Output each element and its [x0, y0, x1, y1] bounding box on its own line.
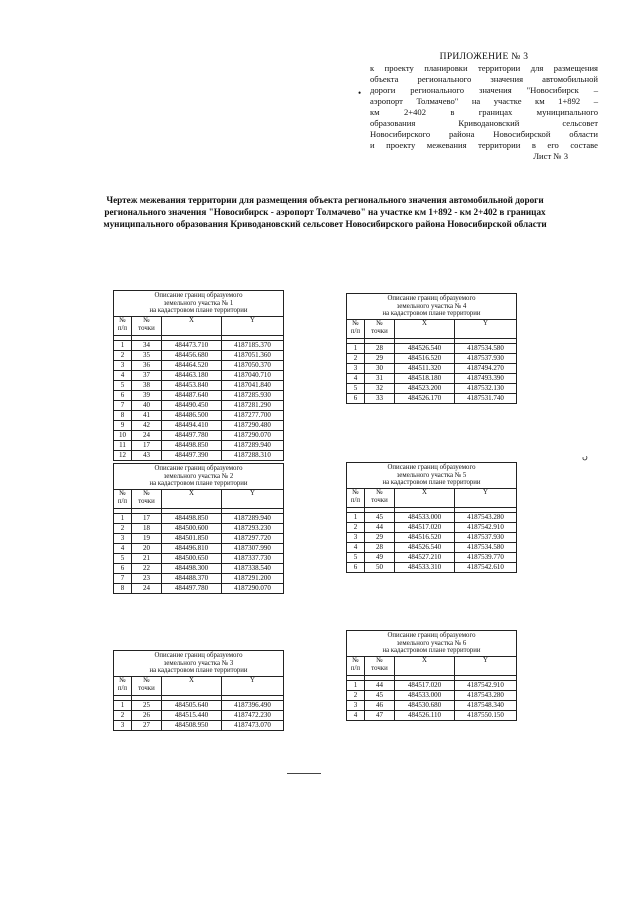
caption-line: земельного участка № 1 [163, 299, 234, 307]
table-row [347, 710, 517, 720]
row-number: 2 [114, 350, 132, 360]
coord-y: 4187289.940 [222, 440, 284, 450]
table-row [347, 383, 517, 393]
coord-y: 4187532.130 [455, 383, 517, 393]
coord-x: 484527.210 [395, 552, 455, 562]
caption-line: земельного участка № 4 [396, 302, 467, 310]
caption-line: земельного участка № 6 [396, 639, 467, 647]
caption-line: на кадастровом плане территории [382, 479, 481, 486]
row-number: 7 [114, 573, 132, 583]
row-number: 11 [114, 440, 132, 450]
appendix-text [370, 63, 598, 151]
point-number: 28 [365, 542, 395, 552]
row-number: 1 [347, 343, 365, 353]
coord-y: 4187537.930 [455, 532, 517, 542]
coord-y: 4187473.070 [222, 720, 284, 730]
coord-x: 484463.180 [162, 370, 222, 380]
table-row [347, 680, 517, 690]
coord-x: 484515.440 [162, 710, 222, 720]
table-row [114, 720, 284, 730]
table-caption [347, 631, 517, 657]
coord-x: 484518.180 [395, 373, 455, 383]
coord-y: 4187543.280 [455, 690, 517, 700]
row-number: 2 [347, 522, 365, 532]
point-number: 28 [365, 343, 395, 353]
table-row [347, 532, 517, 542]
coord-y: 4187051.360 [222, 350, 284, 360]
point-number: 24 [132, 430, 162, 440]
point-number: 22 [132, 563, 162, 573]
coord-x: 484533.310 [395, 562, 455, 572]
row-number: 3 [114, 360, 132, 370]
table-row [114, 523, 284, 533]
column-header-pt: № точки [365, 488, 395, 507]
coord-x: 484500.650 [162, 553, 222, 563]
appendix-line: Новосибирского района Новосибирской области [370, 129, 598, 139]
point-number: 25 [132, 700, 162, 710]
point-number: 21 [132, 553, 162, 563]
table-row [114, 440, 284, 450]
table-row [347, 522, 517, 532]
row-number: 1 [114, 340, 132, 350]
point-number: 49 [365, 552, 395, 562]
column-header-pt: № точки [365, 319, 395, 338]
table-row [114, 700, 284, 710]
appendix-line: объекта регионального значения автомобильной [370, 74, 598, 84]
coord-y: 4187291.200 [222, 573, 284, 583]
table-row [347, 393, 517, 403]
caption-line: на кадастровом плане территории [149, 667, 248, 674]
coord-x: 484500.600 [162, 523, 222, 533]
table-row [114, 390, 284, 400]
row-number: 3 [347, 532, 365, 542]
boundary-table-5 [346, 462, 517, 573]
boundary-table-6 [346, 630, 517, 721]
coord-x: 484517.020 [395, 680, 455, 690]
heading-line: муниципального образования Криводановский сельсовет Новосибирского района Новосибирской области [103, 219, 547, 229]
row-number: 5 [347, 383, 365, 393]
coord-x: 484526.110 [395, 710, 455, 720]
document-heading [55, 194, 595, 230]
row-number: 9 [114, 420, 132, 430]
row-number: 2 [114, 710, 132, 720]
row-number: 8 [114, 583, 132, 593]
row-number: 1 [114, 513, 132, 523]
boundary-table-3 [113, 650, 284, 731]
caption-line: на кадастровом плане территории [382, 647, 481, 654]
coord-x: 484498.300 [162, 563, 222, 573]
point-number: 38 [132, 380, 162, 390]
table-row [114, 573, 284, 583]
coord-y: 4187531.740 [455, 393, 517, 403]
row-number: 3 [114, 533, 132, 543]
coord-x: 484523.200 [395, 383, 455, 393]
sheet-number: Лист № 3 [533, 151, 568, 161]
point-number: 50 [365, 562, 395, 572]
coord-x: 484464.520 [162, 360, 222, 370]
column-header-x: X [162, 676, 222, 695]
column-header-np: № п/п [347, 656, 365, 675]
coord-y: 4187550.150 [455, 710, 517, 720]
row-number: 1 [347, 512, 365, 522]
coord-x: 484473.710 [162, 340, 222, 350]
column-header-np: № п/п [347, 319, 365, 338]
coord-y: 4187534.580 [455, 542, 517, 552]
row-number: 12 [114, 450, 132, 460]
coord-x: 484526.540 [395, 343, 455, 353]
point-number: 19 [132, 533, 162, 543]
point-number: 39 [132, 390, 162, 400]
table-row [347, 373, 517, 383]
point-number: 17 [132, 440, 162, 450]
coord-x: 484497.390 [162, 450, 222, 460]
table-row [114, 380, 284, 390]
point-number: 40 [132, 400, 162, 410]
coord-y: 4187185.370 [222, 340, 284, 350]
row-number: 1 [114, 700, 132, 710]
coord-y: 4187290.070 [222, 430, 284, 440]
point-number: 30 [365, 363, 395, 373]
appendix-title: ПРИЛОЖЕНИЕ № 3 [439, 52, 529, 62]
column-header-x: X [162, 316, 222, 335]
coord-x: 484453.840 [162, 380, 222, 390]
point-number: 20 [132, 543, 162, 553]
coord-y: 4187534.580 [455, 343, 517, 353]
coord-x: 484516.520 [395, 532, 455, 542]
coord-y: 4187289.940 [222, 513, 284, 523]
row-number: 4 [114, 543, 132, 553]
table-row [114, 350, 284, 360]
column-header-x: X [162, 489, 222, 508]
coord-y: 4187288.310 [222, 450, 284, 460]
point-number: 44 [365, 522, 395, 532]
row-number: 7 [114, 400, 132, 410]
row-number: 8 [114, 410, 132, 420]
column-header-pt: № точки [365, 656, 395, 675]
coord-y: 4187542.910 [455, 522, 517, 532]
table-row [347, 363, 517, 373]
table-row [114, 543, 284, 553]
coord-y: 4187040.710 [222, 370, 284, 380]
row-number: 6 [347, 562, 365, 572]
point-number: 29 [365, 353, 395, 363]
bullet-dot: • [358, 88, 362, 98]
coord-x: 484530.680 [395, 700, 455, 710]
caption-line: Описание границ образуемого [387, 295, 476, 302]
column-header-np: № п/п [347, 488, 365, 507]
point-number: 37 [132, 370, 162, 380]
table-caption [114, 464, 284, 490]
point-number: 31 [365, 373, 395, 383]
column-header-pt: № точки [132, 676, 162, 695]
column-header-y: Y [455, 488, 517, 507]
coord-x: 484498.850 [162, 440, 222, 450]
coord-y: 4187494.270 [455, 363, 517, 373]
row-number: 6 [114, 390, 132, 400]
coord-x: 484488.370 [162, 573, 222, 583]
table-caption [347, 463, 517, 489]
row-number: 4 [114, 370, 132, 380]
point-number: 42 [132, 420, 162, 430]
point-number: 41 [132, 410, 162, 420]
caption-line: земельного участка № 3 [163, 659, 234, 667]
point-number: 27 [132, 720, 162, 730]
column-header-x: X [395, 319, 455, 338]
point-number: 47 [365, 710, 395, 720]
point-number: 43 [132, 450, 162, 460]
row-number: 3 [347, 363, 365, 373]
coord-y: 4187041.840 [222, 380, 284, 390]
appendix-line: и проекту межевания территории в его составе [370, 140, 598, 150]
coord-y: 4187472.230 [222, 710, 284, 720]
table-row [114, 533, 284, 543]
caption-line: Описание границ образуемого [154, 652, 243, 659]
row-number: 4 [347, 373, 365, 383]
table-row [347, 562, 517, 572]
point-number: 26 [132, 710, 162, 720]
boundary-table-4 [346, 293, 517, 404]
coord-x: 484487.640 [162, 390, 222, 400]
point-number: 36 [132, 360, 162, 370]
appendix-line: км 2+402 в границах муниципального [370, 107, 598, 117]
caption-line: на кадастровом плане территории [149, 307, 248, 314]
point-number: 45 [365, 512, 395, 522]
column-header-pt: № точки [132, 316, 162, 335]
coord-y: 4187290.480 [222, 420, 284, 430]
coord-y: 4187281.290 [222, 400, 284, 410]
column-header-np: № п/п [114, 489, 132, 508]
coord-y: 4187050.370 [222, 360, 284, 370]
coord-x: 484490.450 [162, 400, 222, 410]
table-row [114, 553, 284, 563]
row-number: 2 [347, 353, 365, 363]
coord-y: 4187293.230 [222, 523, 284, 533]
table-row [114, 420, 284, 430]
table-caption [347, 294, 517, 320]
table-row [114, 710, 284, 720]
table-row [114, 563, 284, 573]
point-number: 24 [132, 583, 162, 593]
coord-x: 484497.780 [162, 430, 222, 440]
column-header-y: Y [222, 316, 284, 335]
column-header-y: Y [455, 656, 517, 675]
table-row [114, 450, 284, 460]
table-row [114, 513, 284, 523]
row-number: 4 [347, 542, 365, 552]
column-header-x: X [395, 488, 455, 507]
boundary-table-1 [113, 290, 284, 461]
table-row [114, 360, 284, 370]
heading-line: регионального значения "Новосибирск - аэропорт Толмачево" на участке км 1+892 - км 2+402 в границах [104, 207, 546, 217]
coord-x: 484496.810 [162, 543, 222, 553]
boundary-table-2 [113, 463, 284, 594]
row-number: 5 [114, 553, 132, 563]
coord-x: 484517.020 [395, 522, 455, 532]
coord-x: 484505.640 [162, 700, 222, 710]
column-header-np: № п/п [114, 676, 132, 695]
coord-x: 484511.320 [395, 363, 455, 373]
point-number: 46 [365, 700, 395, 710]
table-row [347, 690, 517, 700]
coord-x: 484456.680 [162, 350, 222, 360]
heading-line: Чертеж межевания территории для размещения объекта регионального значения автомобильной дороги [106, 195, 544, 205]
coord-x: 484501.850 [162, 533, 222, 543]
table-row [347, 512, 517, 522]
table-row [347, 700, 517, 710]
appendix-line: дороги регионального значения "Новосибирск – [370, 85, 598, 95]
row-number: 2 [347, 690, 365, 700]
point-number: 18 [132, 523, 162, 533]
column-header-y: Y [455, 319, 517, 338]
table-row [114, 410, 284, 420]
coord-y: 4187297.720 [222, 533, 284, 543]
coord-x: 484533.000 [395, 512, 455, 522]
row-number: 5 [347, 552, 365, 562]
coord-x: 484516.520 [395, 353, 455, 363]
column-header-y: Y [222, 489, 284, 508]
row-number: 10 [114, 430, 132, 440]
coord-y: 4187548.340 [455, 700, 517, 710]
coord-y: 4187337.730 [222, 553, 284, 563]
row-number: 5 [114, 380, 132, 390]
coord-x: 484533.000 [395, 690, 455, 700]
coord-x: 484497.780 [162, 583, 222, 593]
table-row [347, 353, 517, 363]
appendix-line: образования Криводановский сельсовет [370, 118, 598, 128]
coord-y: 4187539.770 [455, 552, 517, 562]
row-number: 1 [347, 680, 365, 690]
caption-line: на кадастровом плане территории [382, 310, 481, 317]
coord-y: 4187542.910 [455, 680, 517, 690]
point-number: 29 [365, 532, 395, 542]
coord-y: 4187307.990 [222, 543, 284, 553]
appendix-line: аэропорт Толмачево" на участке км 1+892 – [370, 96, 598, 106]
table-row [114, 340, 284, 350]
coord-x: 484486.500 [162, 410, 222, 420]
column-header-np: № п/п [114, 316, 132, 335]
coord-x: 484526.540 [395, 542, 455, 552]
table-row [114, 583, 284, 593]
point-number: 33 [365, 393, 395, 403]
caption-line: на кадастровом плане территории [149, 480, 248, 487]
coord-x: 484494.410 [162, 420, 222, 430]
point-number: 23 [132, 573, 162, 583]
row-number: 2 [114, 523, 132, 533]
coord-y: 4187542.610 [455, 562, 517, 572]
footer-line [287, 773, 321, 774]
table-caption [114, 651, 284, 677]
caption-line: Описание границ образуемого [387, 632, 476, 639]
caption-line: земельного участка № 5 [396, 471, 467, 479]
caption-line: Описание границ образуемого [387, 464, 476, 471]
row-number: 6 [347, 393, 365, 403]
coord-y: 4187338.540 [222, 563, 284, 573]
table-caption [114, 291, 284, 317]
coord-y: 4187285.930 [222, 390, 284, 400]
column-header-x: X [395, 656, 455, 675]
coord-y: 4187537.930 [455, 353, 517, 363]
table-row [347, 542, 517, 552]
coord-x: 484526.170 [395, 393, 455, 403]
point-number: 17 [132, 513, 162, 523]
coord-y: 4187396.490 [222, 700, 284, 710]
table-row [347, 552, 517, 562]
coord-y: 4187290.070 [222, 583, 284, 593]
row-number: 3 [347, 700, 365, 710]
point-number: 34 [132, 340, 162, 350]
table-row [114, 430, 284, 440]
point-number: 45 [365, 690, 395, 700]
row-number: 3 [114, 720, 132, 730]
appendix-block [370, 52, 598, 162]
caption-line: земельного участка № 2 [163, 472, 234, 480]
column-header-pt: № точки [132, 489, 162, 508]
coord-x: 484498.850 [162, 513, 222, 523]
row-number: 4 [347, 710, 365, 720]
caption-line: Описание границ образуемого [154, 465, 243, 472]
point-number: 32 [365, 383, 395, 393]
table-row [347, 343, 517, 353]
appendix-line: к проекту планировки территории для размещения [370, 63, 598, 73]
coord-y: 4187543.280 [455, 512, 517, 522]
point-number: 44 [365, 680, 395, 690]
coord-y: 4187277.700 [222, 410, 284, 420]
coord-y: 4187493.390 [455, 373, 517, 383]
table-row [114, 400, 284, 410]
point-number: 35 [132, 350, 162, 360]
coord-x: 484508.950 [162, 720, 222, 730]
margin-mark: ں [582, 452, 588, 461]
table-row [114, 370, 284, 380]
row-number: 6 [114, 563, 132, 573]
caption-line: Описание границ образуемого [154, 292, 243, 299]
column-header-y: Y [222, 676, 284, 695]
